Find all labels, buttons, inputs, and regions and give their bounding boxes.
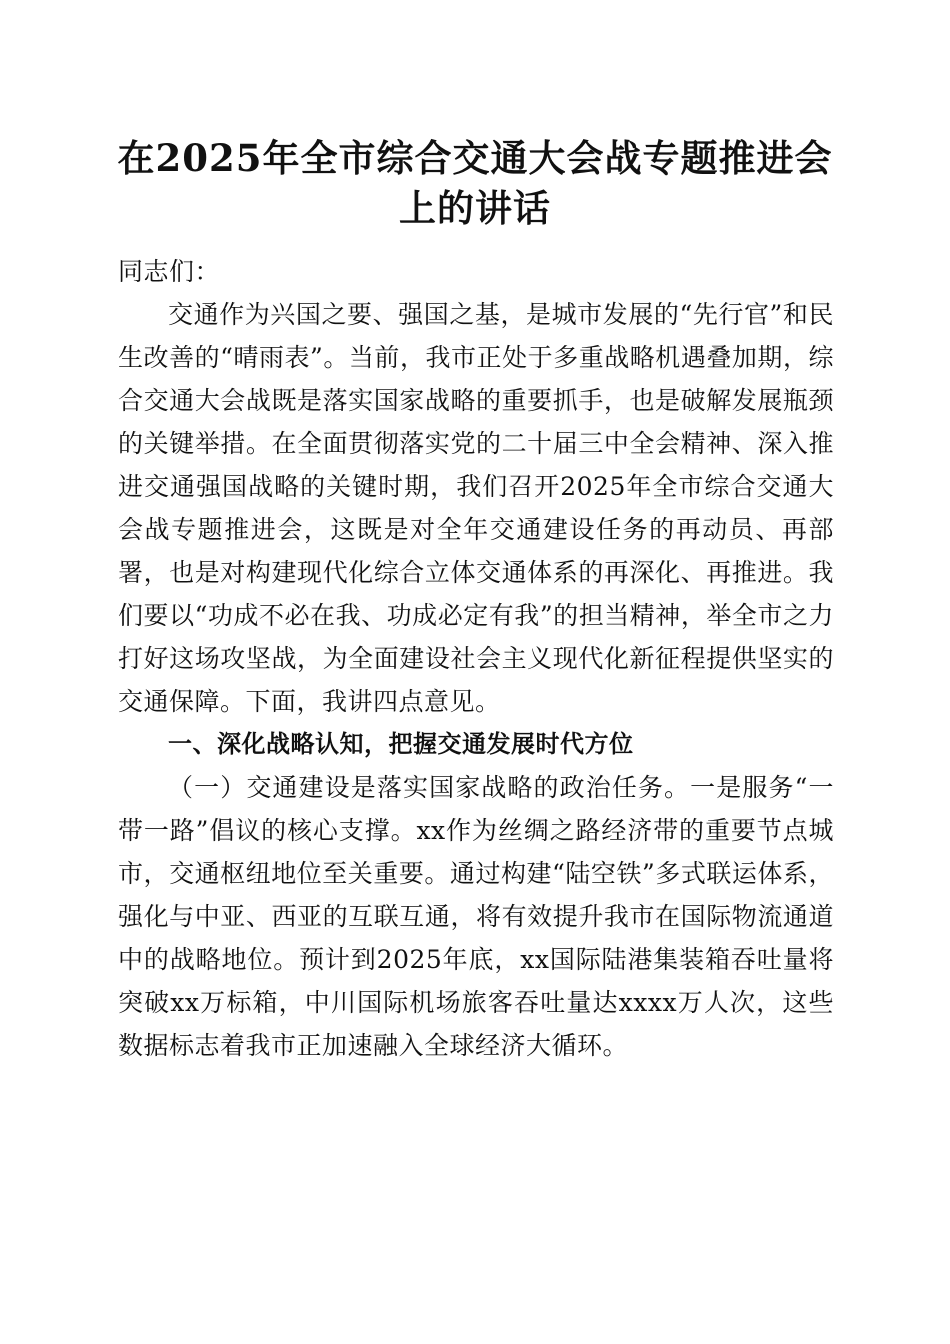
greeting: 同志们： <box>118 257 221 286</box>
document-body <box>118 250 834 1067</box>
intro-paragraph: 交通作为兴国之要、强国之基，是城市发展的“先行官”和民生改善的“晴雨表”。当前，我市正处于多重战略机遇叠加期，综合交通大会战既是落实国家战略的重要抓手，也是破解发展瓶颈的关键举措。在全面贯彻落实党的二十届三中全会精神、深入推进交通强国战略的关键时期，我们召开2025年全市综合交通大会战专题推进会，这既是对全年交通建设任务的再动员、再部署，也是对构建现代化综合立体交通体系的再深化、再推进。我们要以“功成不必在我、功成必定有我”的担当精神，举全市之力打好这场攻坚战，为全面建设社会主义现代化新征程提供坚实的交通保障。下面，我讲四点意见。 <box>118 300 834 716</box>
section-paragraph: （一）交通建设是落实国家战略的政治任务。一是服务“一带一路”倡议的核心支撑。xx作为丝绸之路经济带的重要节点城市，交通枢纽地位至关重要。通过构建“陆空铁”多式联运体系，强化与中亚、西亚的互联互通，将有效提升我市在国际物流通道中的战略地位。预计到2025年底，xx国际陆港集装箱吞吐量将突破xx万标箱，中川国际机场旅客吞吐量达xxxx万人次，这些数据标志着我市正加速融入全球经济大循环。 <box>118 773 834 1060</box>
document-title: 在2025年全市综合交通大会战专题推进会上的讲话 <box>117 136 833 230</box>
section-heading: 一、深化战略认知，把握交通发展时代方位 <box>168 730 634 758</box>
